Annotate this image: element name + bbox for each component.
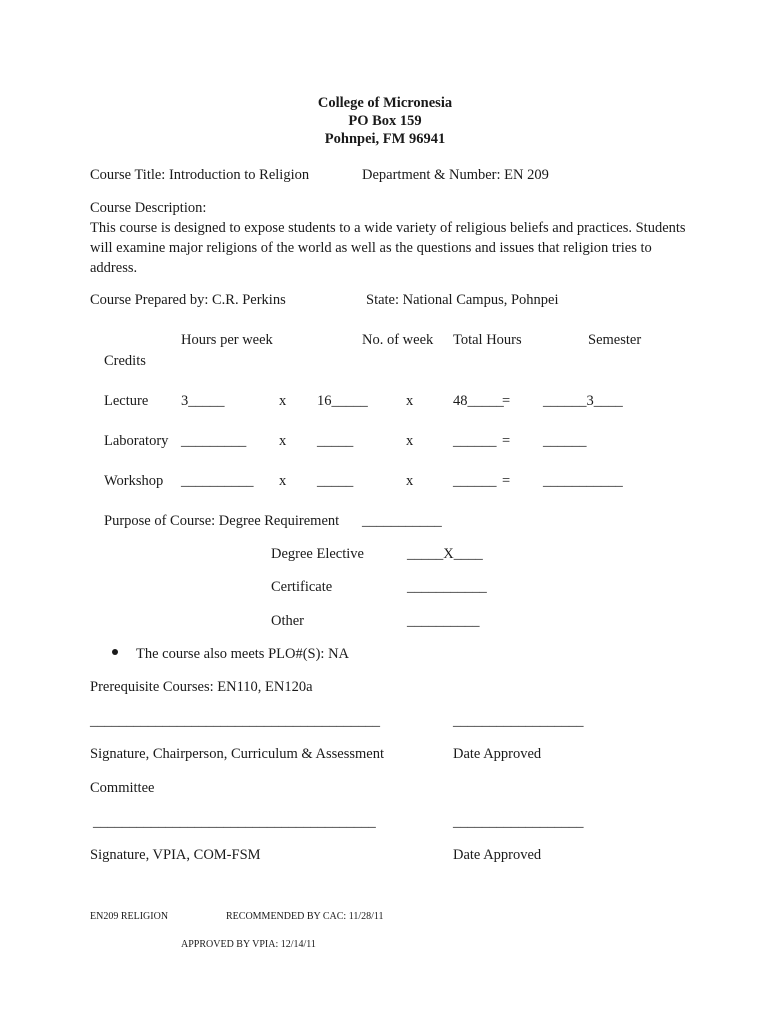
date-approved-label-2: Date Approved — [453, 847, 542, 863]
course-title: Course Title: Introduction to Religion — [90, 167, 310, 183]
header-hours-per-week: Hours per week — [181, 332, 273, 348]
header-total-hours: Total Hours — [453, 332, 522, 348]
prepared-by: Course Prepared by: C.R. Perkins — [90, 292, 286, 308]
header-semester: Semester — [588, 332, 642, 348]
option-degree-elective-value: _____X____ — [407, 546, 483, 562]
option-certificate-value: ___________ — [407, 579, 487, 595]
row-label-laboratory: Laboratory — [104, 433, 169, 449]
lecture-total: 48_____ — [453, 393, 504, 409]
option-other: Other — [271, 613, 305, 629]
date-approved-label-1: Date Approved — [453, 746, 542, 762]
workshop-hours: __________ — [181, 473, 254, 489]
header-no-of-week: No. of week — [362, 332, 434, 348]
footer-approved: APPROVED BY VPIA: 12/14/11 — [181, 939, 316, 950]
lecture-eq: = — [502, 393, 511, 409]
campus-state: State: National Campus, Pohnpei — [366, 292, 559, 308]
header-credits: Credits — [104, 353, 146, 369]
laboratory-x2: x — [406, 433, 414, 449]
lecture-weeks: 16_____ — [317, 393, 368, 409]
course-department: Department & Number: EN 209 — [362, 167, 549, 183]
laboratory-hours: _________ — [181, 433, 247, 449]
footer-course-code: EN209 RELIGION — [90, 911, 169, 922]
row-label-workshop: Workshop — [104, 473, 164, 489]
college-address: PO Box 159 — [348, 113, 422, 129]
row-label-lecture: Lecture — [104, 393, 149, 409]
laboratory-weeks: _____ — [317, 433, 354, 449]
date-line-chair: __________________ — [453, 713, 584, 729]
lecture-x2: x — [406, 393, 414, 409]
date-line-vpia: __________________ — [453, 814, 584, 830]
laboratory-x1: x — [279, 433, 287, 449]
workshop-credits: ___________ — [543, 473, 623, 489]
footer-recommended: RECOMMENDED BY CAC: 11/28/11 — [226, 911, 384, 922]
workshop-x2: x — [406, 473, 414, 489]
purpose-label: Purpose of Course: Degree Requirement — [104, 513, 340, 529]
laboratory-eq: = — [502, 433, 511, 449]
college-name: College of Micronesia — [317, 95, 453, 111]
description-label: Course Description: — [90, 200, 207, 216]
prerequisites: Prerequisite Courses: EN110, EN120a — [90, 679, 313, 695]
bullet-icon — [112, 649, 118, 655]
option-certificate: Certificate — [271, 579, 333, 595]
lecture-hours: 3_____ — [181, 393, 225, 409]
lecture-x1: x — [279, 393, 287, 409]
laboratory-credits: ______ — [543, 433, 587, 449]
signature-line-vpia: _______________________________________ — [93, 814, 376, 830]
signature-label-chair: Signature, Chairperson, Curriculum & Assessment — [90, 746, 384, 762]
signature-line-chair: ________________________________________ — [90, 713, 380, 729]
degree-requirement-blank: ___________ — [362, 513, 442, 529]
college-city: Pohnpei, FM 96941 — [324, 131, 446, 147]
description-text: This course is designed to expose students to a wide variety of religious beliefs and practices. Students will examine major religions of the world as well as the questions and issues that religion tries to address. — [90, 220, 686, 276]
workshop-x1: x — [279, 473, 287, 489]
laboratory-total: ______ — [453, 433, 497, 449]
lecture-credits: ______3____ — [543, 393, 623, 409]
workshop-eq: = — [502, 473, 511, 489]
workshop-weeks: _____ — [317, 473, 354, 489]
workshop-total: ______ — [453, 473, 497, 489]
signature-label-committee: Committee — [90, 780, 155, 796]
option-degree-elective: Degree Elective — [271, 546, 364, 562]
signature-label-vpia: Signature, VPIA, COM-FSM — [90, 847, 261, 863]
option-other-value: __________ — [407, 613, 480, 629]
plo-statement: The course also meets PLO#(S): NA — [136, 646, 350, 662]
